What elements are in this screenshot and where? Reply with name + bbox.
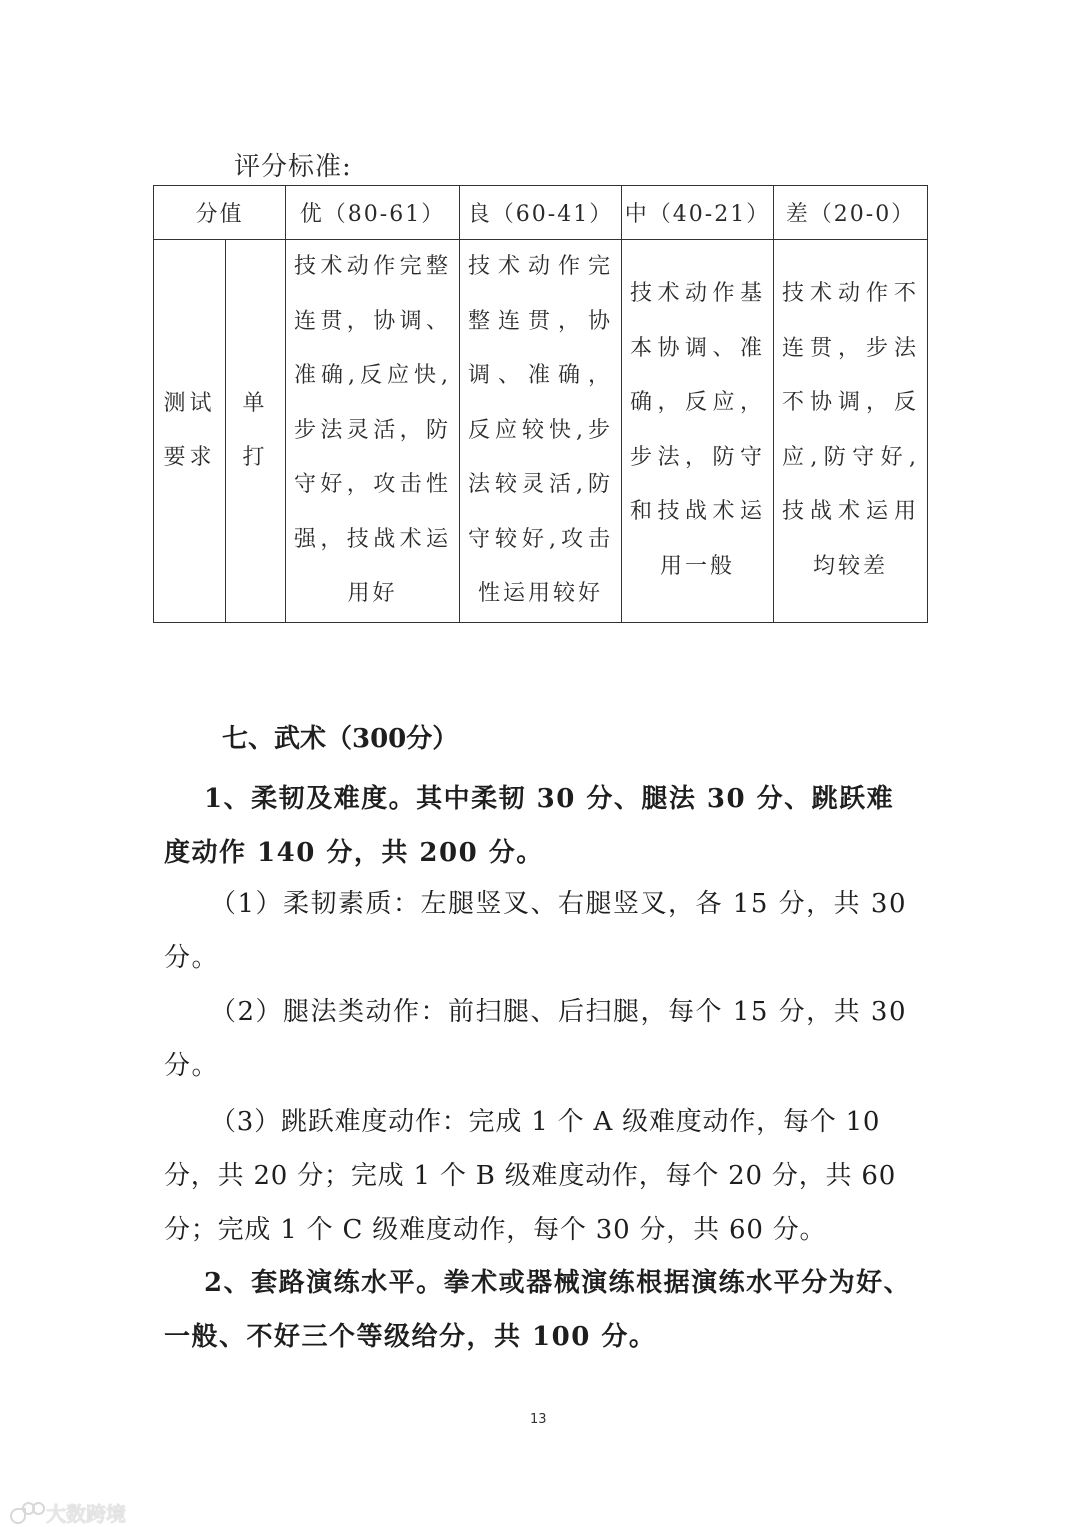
row-category-cell <box>154 240 226 623</box>
watermark <box>8 1498 126 1527</box>
paragraph-routine-performance: 2、套路演练水平。拳术或器械演练根据演练水平分为好、一般、不好三个等级给分，共 100 分。 <box>164 1268 912 1352</box>
row-item-cell <box>226 240 286 623</box>
header-level-poor: 差（20-0） <box>774 186 928 240</box>
scoring-criteria-caption: 评分标准: <box>234 152 352 182</box>
table-row <box>154 240 928 623</box>
k-logo-icon <box>8 1502 42 1524</box>
section-heading: 七、武术（300分） <box>222 724 459 754</box>
row-category-line: 测试 <box>163 390 216 416</box>
paragraph-leg-techniques: （2）腿法类动作：前扫腿、后扫腿，每个 15 分，共 30 分。 <box>164 997 908 1081</box>
criteria-fair: 技术动作基本协调、准确，反应，步法，防守和技战术运用一般 <box>622 240 774 623</box>
paragraph-flexibility-quality: （1）柔韧素质：左腿竖叉、右腿竖叉，各 15 分，共 30 分。 <box>164 889 908 973</box>
paragraph-jump-difficulty: （3）跳跃难度动作：完成 1 个 A 级难度动作，每个 10 分，共 20 分；完成 1 个 B 级难度动作，每个 20 分，共 60 分；完成 1 个 C 级难度动作，每个 30 分，共 60 分。 <box>164 1107 897 1245</box>
header-score-label: 分值 <box>154 186 286 240</box>
criteria-good: 技术动作完整连贯，协调、准确，反应较快,步法较灵活,防守较好,攻击性运用较好 <box>460 240 622 623</box>
criteria-poor: 技术动作不连贯，步法不协调，反应,防守好,技战术运用均较差 <box>774 240 928 623</box>
row-item-line: 打 <box>242 444 269 470</box>
scoring-table <box>153 185 928 623</box>
criteria-excellent: 技术动作完整连贯，协调、准确,反应快,步法灵活，防守好，攻击性强，技战术运用好 <box>286 240 460 623</box>
header-level-fair: 中（40-21） <box>622 186 774 240</box>
watermark-text: 大数跨境 <box>46 1502 126 1526</box>
table-header-row <box>154 186 928 240</box>
row-item-line: 单 <box>242 390 269 416</box>
header-level-excellent: 优（80-61） <box>286 186 460 240</box>
row-category-line: 要求 <box>163 444 216 470</box>
header-level-good: 良（60-41） <box>460 186 622 240</box>
paragraph-flexibility-difficulty: 1、柔韧及难度。其中柔韧 30 分、腿法 30 分、跳跃难度动作 140 分，共 200 分。 <box>164 784 895 868</box>
page-number: 13 <box>530 1412 547 1427</box>
